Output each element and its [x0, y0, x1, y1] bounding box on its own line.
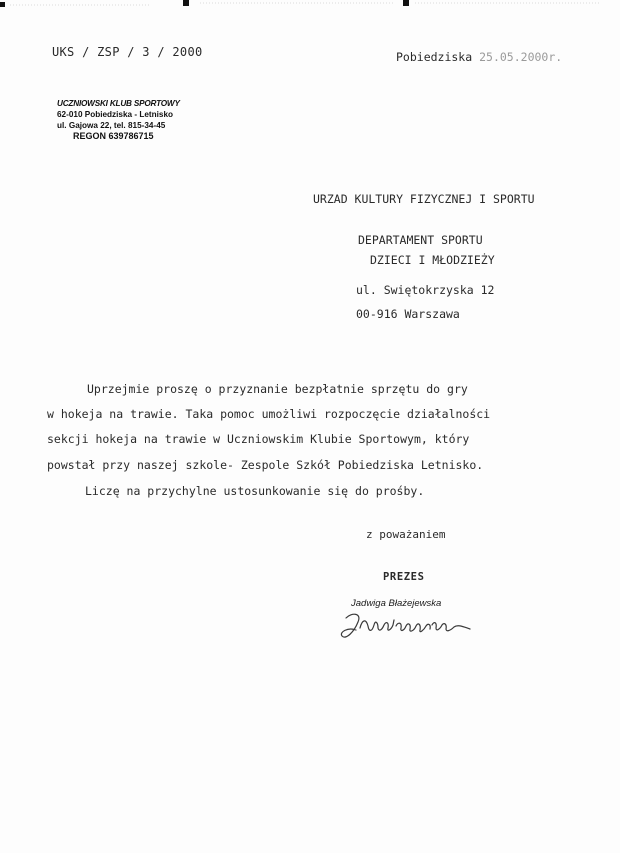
- recipient-department-sub: DZIECI I MŁODZIEŻY: [370, 253, 495, 267]
- recipient-office: URZAD KULTURY FIZYCZNEJ I SPORTU: [313, 192, 535, 206]
- place: Pobiedziska: [396, 50, 473, 64]
- stamp-club-name: UCZNIOWSKI KLUB SPORTOWY: [57, 99, 180, 108]
- scan-edge-marks: [0, 0, 620, 10]
- body-line-4: powstał przy naszej szkole- Zespole Szkół Pobiedziska Letnisko.: [47, 458, 484, 472]
- recipient-street: ul. Swiętokrzyska 12: [356, 283, 495, 297]
- place-date: [396, 50, 562, 64]
- handwritten-signature: [338, 610, 478, 644]
- recipient-city: 00-916 Warszawa: [356, 307, 460, 321]
- stamp-address: 62-010 Pobiedziska - Letnisko: [57, 110, 174, 119]
- body-line-1: Uprzejmie proszę o przyznanie bezpłatnie sprzętu do gry: [87, 382, 468, 396]
- signatory-name-stamp: Jadwiga Błażejewska: [351, 598, 442, 609]
- stamp-street-phone: ul. Gajowa 22, tel. 815-34-45: [57, 121, 166, 130]
- body-line-5: Liczę na przychylne ustosunkowanie się do prośby.: [85, 484, 425, 498]
- recipient-department: DEPARTAMENT SPORTU: [358, 233, 483, 247]
- stamp-regon: REGON 639786715: [73, 131, 154, 141]
- body-line-2: w hokeja na trawie. Taka pomoc umożliwi rozpoczęcie działalności: [47, 407, 491, 421]
- signatory-title: PREZES: [383, 571, 425, 583]
- reference-number: UKS / ZSP / 3 / 2000: [52, 45, 203, 59]
- date: 25.05.2000r.: [479, 50, 563, 64]
- club-stamp: [57, 98, 180, 142]
- closing-regards: z poważaniem: [366, 528, 446, 541]
- body-line-3: sekcji hokeja na trawie w Uczniowskim Klubie Sportowym, który: [47, 432, 470, 446]
